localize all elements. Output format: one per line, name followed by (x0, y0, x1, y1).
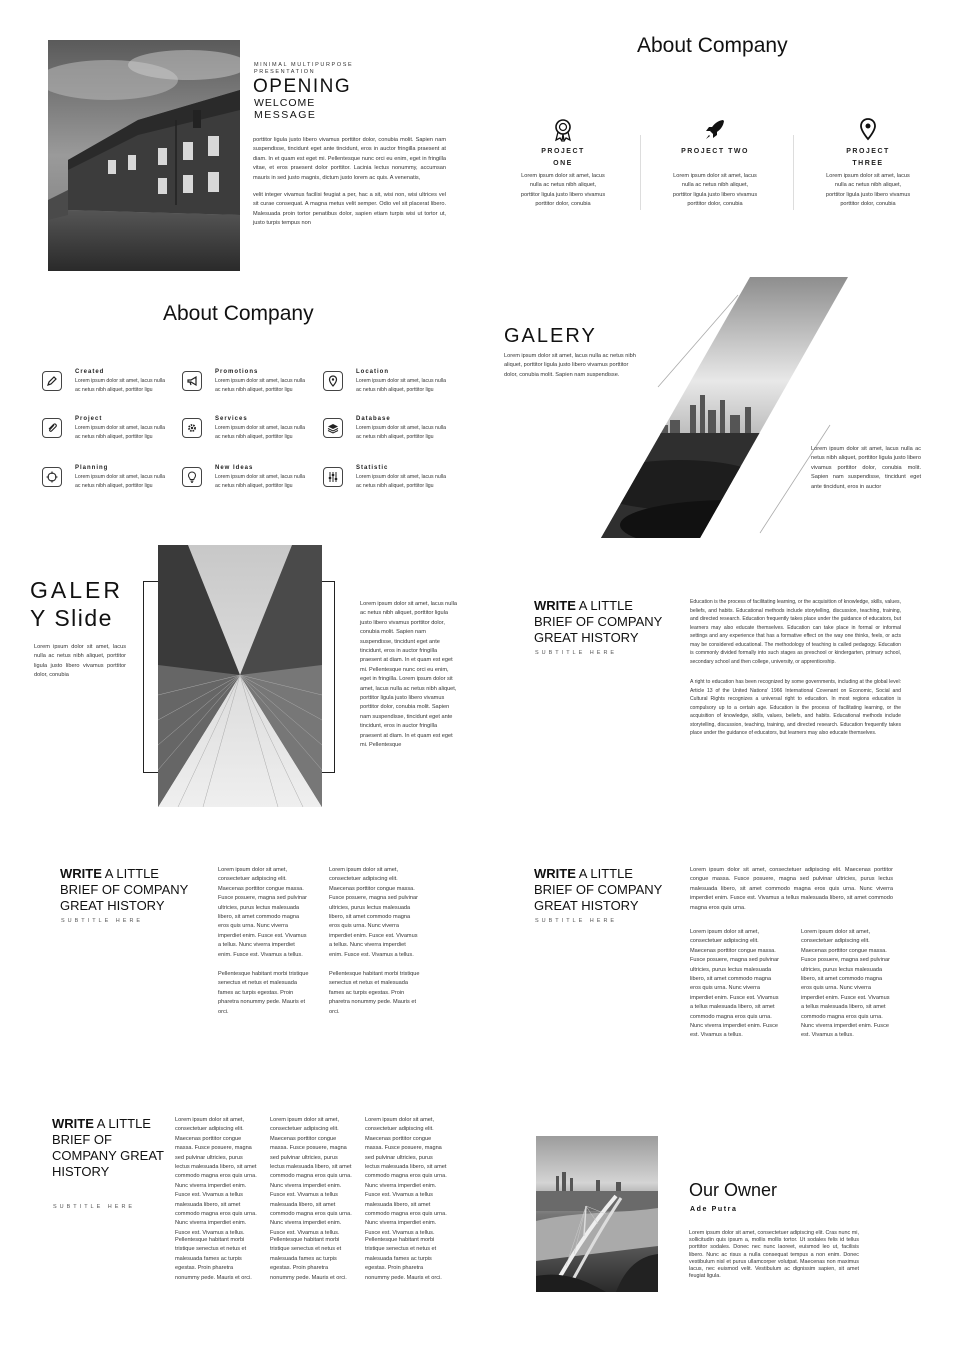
feature-item (182, 416, 317, 452)
project-label: PROJECT THREE (846, 148, 890, 167)
brief-heading (534, 866, 674, 914)
street-photo (48, 40, 240, 271)
about-title: About Company (637, 34, 788, 57)
brief-col-b: Pellentesque habitant morbi tristique senectus et netus et malesuada fames ac turpis egestas. Proin pharetra nonummy pede. Mauris et orci. (365, 1237, 442, 1281)
feature-title: Services (215, 416, 248, 422)
project-text: Lorem ipsum dolor sit amet, lacus nulla ac netus nibh aliquet, porttitor ligula justo libero vivamus porttitor dolor, conubia (825, 173, 911, 208)
brief-col-1b: Pellentesque habitant morbi tristique senectus et netus et malesuada fames ac turpis egestas. Proin pharetra nonummy pede. Mauris et orci. (218, 971, 309, 1015)
gear-icon (182, 418, 202, 438)
feature-title: New Ideas (215, 465, 254, 471)
galery-slide-title-2: Y Slide (30, 605, 113, 631)
project-card (670, 118, 760, 158)
location-pin-icon (857, 118, 879, 142)
brief-col-2a: Lorem ipsum dolor sit amet, consectetuer adipiscing elit. Maecenas porttitor congue massa. Fusce posuere, magna sed pulvinar ultricies, purus lectus malesuada libero, sit amet commodo magna eros quis urna. Nunc viverra imperdiet enim. Fusce est. Vivamus a tellus. Nunc viverra imperdiet enim. Fusce est. Vivamus a tellus. (329, 867, 418, 958)
target-icon (42, 467, 62, 487)
brief-col-2b: Pellentesque habitant morbi tristique senectus et netus et malesuada fames ac turpis egestas. Proin pharetra nonummy pede. Mauris et orci. (329, 971, 420, 1015)
opening-paragraph-1: porttitor ligula justo libero vivamus porttitor dolor, conubia molit. Sapien nam suspendisse, tincidunt eget ante tincidunt, eros in auctor fringilla praesent at diam. In et quam est eget mi. Pellentesque nunc orci eu enim, eget in fringilla vitae, et eros praesent dolor porttitor. Lacinia lectus nonummy, accumsan mauris in sed justo magnis, dictum justo lorem ac quis. A venenatis, (253, 137, 446, 181)
brief-heading-bold: WRITE (534, 598, 576, 613)
slide-brief-education (534, 596, 924, 756)
award-icon (552, 118, 574, 142)
owner-title: Our Owner (689, 1180, 778, 1200)
galery-text-1: Lorem ipsum dolor sit amet, lacus nulla ac netus nibh aliquet, porttitor ligula justo libero vivamus porttitor dolor, conubia molit. Sapien nam suspendisse. (504, 353, 636, 378)
brief-paragraph-1: Education is the process of facilitating learning, or the acquisition of knowledge, skills, values, beliefs, and habits. Educational methods include storytelling, discussion, teaching, training, and directed research. Education frequently takes place under the guidance of educators, but learners may also educate themselves. Education can take place in formal or informal settings and any experience that has a formative effect on the way one thinks, feels, or acts may be considered educational. The methodology of teaching is called pedagogy. Education is commonly divided formally into such stages as preschool or kindergarten, primary school, secondary school and then college, university, or apprenticeship. (690, 599, 901, 665)
brief-col-a: Lorem ipsum dolor sit amet, consectetuer adipiscing elit. Maecenas porttitor congue massa. Fusce posuere, magna sed pulvinar ultricies, purus lectus malesuada libero, sit amet commodo magna eros quis urna. Nunc viverra imperdiet enim. Fusce est. Vivamus a tellus malesuada libero, sit amet commodo magna eros quis urna. Nunc viverra imperdiet enim. Fusce est. Vivamus a tellus. (270, 1117, 352, 1236)
layers-icon (323, 418, 343, 438)
feature-text: Lorem ipsum dolor sit amet, lacus nulla ac netus nibh aliquet, porttitor ligu (215, 425, 305, 440)
slide-galery (500, 275, 930, 545)
feature-text: Lorem ipsum dolor sit amet, lacus nulla ac netus nibh aliquet, porttitor ligu (75, 378, 165, 393)
project-card (823, 118, 913, 170)
project-text: Lorem ipsum dolor sit amet, lacus nulla ac netus nibh aliquet, porttitor ligula justo libero vivamus porttitor dolor, conubia (672, 173, 758, 208)
feature-item (182, 465, 317, 501)
brief-top-text: Lorem ipsum dolor sit amet, consectetuer adipiscing elit. Maecenas porttitor congue massa. Fusce posuere, magna sed pulvinar ultricies, purus lectus malesuada libero, sit amet commodo magna eros quis urna. Nunc viverra imperdiet enim. Fusce est. Vivamus a tellus malesuada libero, sit amet commodo magna eros quis urna. (690, 867, 893, 911)
brief-col-a: Lorem ipsum dolor sit amet, consectetuer adipiscing elit. Maecenas porttitor congue massa. Fusce posuere, magna sed pulvinar ultricies, purus lectus malesuada libero, sit amet commodo magna eros quis urna. Nunc viverra imperdiet enim. Fusce est. Vivamus a tellus malesuada libero, sit amet commodo magna eros quis urna. Nunc viverra imperdiet enim. Fusce est. Vivamus a tellus. (365, 1117, 447, 1236)
brief-col-2: Lorem ipsum dolor sit amet, consectetuer adipiscing elit. Maecenas porttitor congue massa. Fusce posuere, magna sed pulvinar ultricies, purus lectus malesuada libero, sit amet commodo magna eros quis urna. Nunc viverra imperdiet enim. Fusce est. Vivamus a tellus malesuada libero, sit amet commodo magna eros quis urna. Nunc viverra imperdiet enim. Fusce est. Vivamus a tellus. (801, 929, 890, 1039)
feature-title: Promotions (215, 369, 259, 375)
brief-col-1: Lorem ipsum dolor sit amet, consectetuer adipiscing elit. Maecenas porttitor congue massa. Fusce posuere, magna sed pulvinar ultricies, purus lectus malesuada libero, sit amet commodo magna eros quis urna. Nunc viverra imperdiet enim. Fusce est. Vivamus a tellus malesuada libero, sit amet commodo magna eros quis urna. Nunc viverra imperdiet enim. Fusce est. Vivamus a tellus. (690, 929, 779, 1039)
opening-kicker: MINIMAL MULTIPURPOSE PRESENTATION (254, 62, 354, 75)
feature-title: Location (356, 369, 389, 375)
feature-text: Lorem ipsum dolor sit amet, lacus nulla ac netus nibh aliquet, porttitor ligu (356, 378, 446, 393)
owner-name: Ade Putra (690, 1206, 738, 1213)
about-title: About Company (163, 302, 314, 325)
owner-text: Lorem ipsum dolor sit amet, consectetuer adipiscing elit. Cras nunc mi, sollicitudin quis ipsum a, mollis mollis tortor. Ut sodales felis id tellus porttitor sodales. Donec nec nunc laoreet, euismod leo ut, facilisis libero. Nunc ac risus a nulla consequat tempus a non enim. Donec vestibulum nisl et purus ullamcorper volutpat. Maecenas non maximus lacus, nec euismod velit. Vestibulum ac dignissim sapien, sit amet feugiat ligula. (689, 1230, 859, 1280)
brief-heading (534, 598, 674, 646)
feature-text: Lorem ipsum dolor sit amet, lacus nulla ac netus nibh aliquet, porttitor ligu (75, 474, 165, 489)
galery-slide-text-1: Lorem ipsum dolor sit amet, lacus nulla ac netus nibh aliquet, porttitor ligula justo libero vivamus porttitor dolor, conubia (34, 644, 126, 679)
project-label: PROJECT ONE (541, 148, 585, 167)
brief-heading-bold: WRITE (534, 866, 576, 881)
feature-title: Project (75, 416, 103, 422)
brief-heading-bold: WRITE (52, 1116, 94, 1131)
paperclip-icon (42, 418, 62, 438)
project-card (518, 118, 608, 170)
pencil-icon (42, 371, 62, 391)
divider (640, 135, 641, 210)
divider (793, 135, 794, 210)
brief-heading-rest: A LITTLE BRIEF OF COMPANY GREAT HISTORY (534, 866, 663, 913)
feature-item (323, 416, 458, 452)
opening-paragraph-2: velit integer vivamus facilisi feugiat a per, hac a sit, wisi non, wisi ultrices vel sit curae consequat. A magna metus velit semper. Odio vel sit placerat libero. Malesuada proin tortor penatibus dolor, sapien etiam turpis wisi ut tortor ut, justo turpis tempus non (253, 192, 446, 227)
opening-subtitle-1: WELCOME (254, 97, 316, 109)
feature-title: Planning (75, 465, 109, 471)
feature-item (323, 369, 458, 405)
city-photo (600, 275, 850, 540)
project-label: PROJECT TWO (681, 148, 749, 155)
feature-text: Lorem ipsum dolor sit amet, lacus nulla ac netus nibh aliquet, porttitor ligu (356, 425, 446, 440)
brief-subtitle: SUBTITLE HERE (535, 918, 618, 924)
feature-item (182, 369, 317, 405)
megaphone-icon (182, 371, 202, 391)
rocket-icon (704, 118, 726, 142)
brief-heading-bold: WRITE (60, 866, 102, 881)
sliders-icon (323, 467, 343, 487)
brief-col-1a: Lorem ipsum dolor sit amet, consectetuer adipiscing elit. Maecenas porttitor congue massa. Fusce posuere, magna sed pulvinar ultricies, purus lectus malesuada libero, sit amet commodo magna eros quis urna. Nunc viverra imperdiet enim. Fusce est. Vivamus a tellus. Nunc viverra imperdiet enim. Fusce est. Vivamus a tellus. (218, 867, 307, 958)
galery-title: GALERY (504, 325, 597, 347)
brief-heading-rest: A LITTLE BRIEF OF COMPANY GREAT HISTORY (60, 866, 189, 913)
galery-slide-text-2: Lorem ipsum dolor sit amet, lacus nulla ac netus nibh aliquet, porttitor ligula justo libero vivamus porttitor dolor, conubia molit. Sapien nam suspendisse, tincidunt eget ante tincidunt, eros in auctor fringilla praesent at diam. In et quam est eget mi. Pellentesque nunc orci eu enim, eget in fringilla. Lorem ipsum dolor sit amet, lacus nulla ac netus nibh aliquet, porttitor ligula justo libero vivamus porttitor dolor, conubia molit. Sapien nam suspendisse, tincidunt eget ante tincidunt, eros in auctor fringilla praesent at diam. In et quam est eget mi. Pellentesque (360, 601, 458, 749)
brief-col-b: Pellentesque habitant morbi tristique senectus et netus et malesuada fames ac turpis egestas. Proin pharetra nonummy pede. Mauris et orci. (175, 1237, 252, 1281)
brief-paragraph-2: A right to education has been recognized by some governments, including at the global level: Article 13 of the United Nations' 1966 International Covenant on Economic, Social and Cultural Rights recognizes a universal right to education. In most regions education is compulsory up to a certain age. Education is the process of facilitating learning, or the acquisition of knowledge, skills, values, beliefs, and habits. Educational methods include storytelling, discussion, teaching, training, and directed research. Education frequently takes place under the guidance of educators, but learners may also educate themselves. (690, 679, 901, 736)
brief-col-a: Lorem ipsum dolor sit amet, consectetuer adipiscing elit. Maecenas porttitor congue massa. Fusce posuere, magna sed pulvinar ultricies, purus lectus malesuada libero, sit amet commodo magna eros quis urna. Nunc viverra imperdiet enim. Fusce est. Vivamus a tellus malesuada libero, sit amet commodo magna eros quis urna. Nunc viverra imperdiet enim. Fusce est. Vivamus a tellus. (175, 1117, 257, 1236)
feature-item (42, 465, 177, 501)
brief-subtitle: SUBTITLE HERE (61, 918, 144, 924)
feature-text: Lorem ipsum dolor sit amet, lacus nulla ac netus nibh aliquet, porttitor ligu (75, 425, 165, 440)
building-photo (158, 545, 322, 807)
slide-brief-top-two-col (534, 866, 924, 1039)
feature-item (42, 369, 177, 405)
feature-text: Lorem ipsum dolor sit amet, lacus nulla ac netus nibh aliquet, porttitor ligu (215, 474, 305, 489)
project-text: Lorem ipsum dolor sit amet, lacus nulla ac netus nibh aliquet, porttitor ligula justo libero vivamus porttitor dolor, conubia (520, 173, 606, 208)
brief-subtitle: SUBTITLE HERE (53, 1204, 136, 1210)
brief-heading-rest: A LITTLE BRIEF OF COMPANY GREAT HISTORY (534, 598, 663, 645)
feature-title: Created (75, 369, 105, 375)
slide-about-projects (500, 30, 930, 230)
opening-subtitle-2: MESSAGE (254, 109, 317, 121)
slide-opening (48, 40, 448, 272)
brief-col-b: Pellentesque habitant morbi tristique senectus et netus et malesuada fames ac turpis egestas. Proin pharetra nonummy pede. Mauris et orci. (270, 1237, 347, 1281)
galery-slide-title-1: GALER (30, 577, 123, 603)
feature-title: Database (356, 416, 391, 422)
slide-our-owner (536, 1136, 926, 1296)
brief-heading (52, 1116, 164, 1180)
slide-galery-2 (30, 545, 470, 810)
feature-text: Lorem ipsum dolor sit amet, lacus nulla ac netus nibh aliquet, porttitor ligu (215, 378, 305, 393)
feature-text: Lorem ipsum dolor sit amet, lacus nulla ac netus nibh aliquet, porttitor ligu (356, 474, 446, 489)
brief-heading-rest: A LITTLE BRIEF OF COMPANY GREAT HISTORY (52, 1116, 164, 1179)
opening-title: OPENING (253, 76, 352, 97)
brief-heading (60, 866, 200, 914)
feature-item (42, 416, 177, 452)
slide-about-features (40, 296, 460, 496)
slide-brief-three-col (52, 1116, 452, 1291)
brief-subtitle: SUBTITLE HERE (535, 650, 618, 656)
location-pin-icon (323, 371, 343, 391)
galery-text-2: Lorem ipsum dolor sit amet, lacus nulla ac netus nibh aliquet, porttitor ligula justo libero vivamus porttitor dolor, conubia molit. Sapien nam suspendisse, tincidunt eget ante tincidunt, eros in auctor (811, 446, 921, 490)
slide-brief-two-col (60, 866, 440, 1016)
feature-title: Statistic (356, 465, 389, 471)
feature-item (323, 465, 458, 501)
lightbulb-icon (182, 467, 202, 487)
bridge-photo (536, 1136, 658, 1292)
